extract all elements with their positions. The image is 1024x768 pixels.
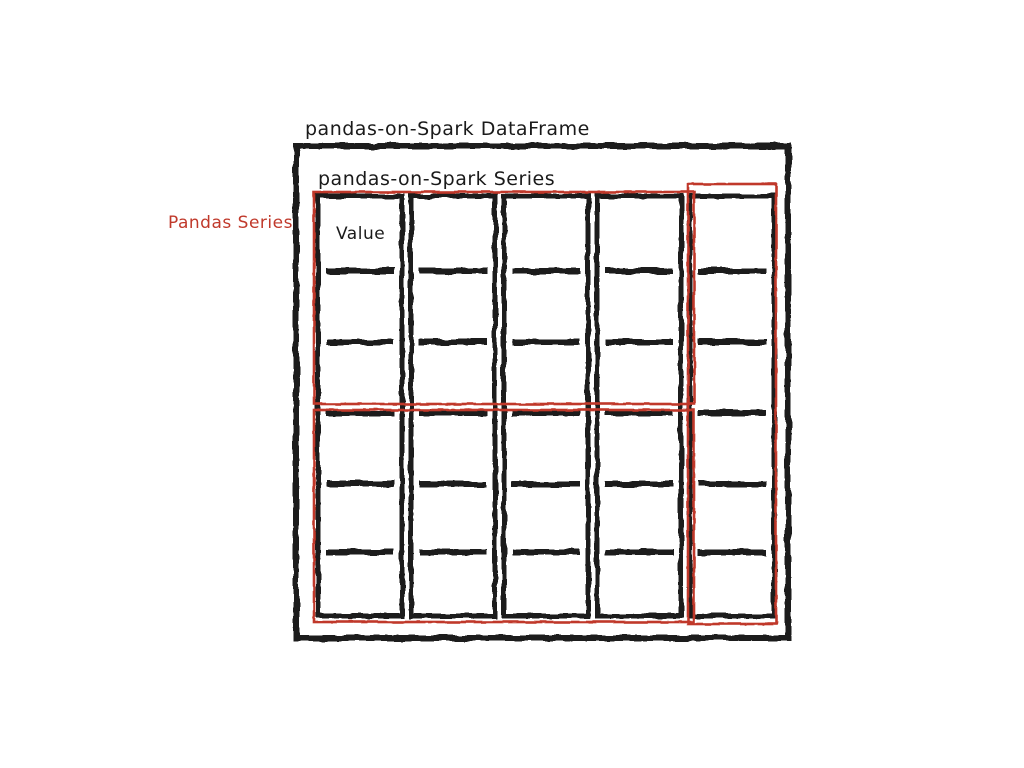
spark-series-label: pandas-on-Spark Series (318, 168, 556, 190)
accent-highlights (314, 184, 776, 624)
value-label: Value (336, 224, 386, 244)
dataframe-outer-box (296, 146, 788, 638)
pandas-series-label: Pandas Series (168, 213, 293, 233)
row-dividers (326, 271, 766, 552)
dataframe-label: pandas-on-Spark DataFrame (305, 118, 590, 140)
spark-series-column-box (688, 184, 776, 624)
